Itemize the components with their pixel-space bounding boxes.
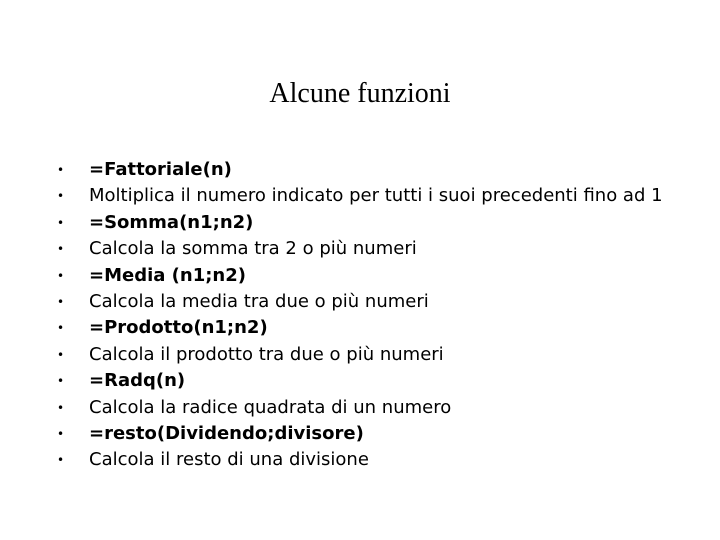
list-item [56, 183, 666, 209]
slide-title: Alcune funzioni [269, 78, 451, 109]
function-syntax: =Fattoriale(n) [89, 159, 232, 180]
function-syntax: =resto(Dividendo;divisore) [89, 423, 364, 445]
list-item [56, 210, 666, 236]
list-item [56, 421, 666, 447]
bullet-icon: • [57, 189, 65, 204]
list-item [56, 157, 666, 183]
list-item [56, 289, 666, 315]
bullet-icon: • [57, 453, 65, 468]
bullet-icon: • [57, 374, 65, 389]
bullet-icon: • [57, 242, 65, 257]
list-item [56, 368, 666, 394]
list-item [56, 447, 666, 473]
list-item [56, 236, 666, 262]
bullet-icon: • [57, 163, 65, 177]
list-item [56, 395, 666, 421]
function-syntax: =Somma(n1;n2) [89, 211, 254, 233]
bullet-list [56, 157, 666, 474]
list-item [56, 342, 666, 368]
bullet-icon: • [57, 268, 65, 283]
bullet-icon: • [57, 400, 65, 415]
function-description: Calcola il prodotto tra due o più numeri [89, 343, 444, 365]
function-description: Calcola la media tra due o più numeri [89, 291, 429, 313]
function-syntax: =Media (n1;n2) [89, 264, 246, 286]
bullet-icon: • [57, 295, 65, 310]
bullet-icon: • [57, 347, 65, 362]
function-description: Calcola la radice quadrata di un numero [89, 396, 452, 418]
bullet-icon: • [57, 427, 65, 442]
function-syntax: =Prodotto(n1;n2) [89, 317, 268, 339]
list-item [56, 263, 666, 289]
function-description: Moltiplica il numero indicato per tutti i suoi precedenti fino ad 1 [89, 185, 663, 207]
function-syntax: =Radq(n) [89, 370, 186, 392]
list-item [56, 315, 666, 341]
bullet-icon: • [57, 321, 65, 336]
bullet-icon: • [57, 215, 65, 230]
function-description: Calcola la somma tra 2 o più numeri [89, 238, 417, 260]
function-description: Calcola il resto di una divisione [89, 449, 369, 471]
